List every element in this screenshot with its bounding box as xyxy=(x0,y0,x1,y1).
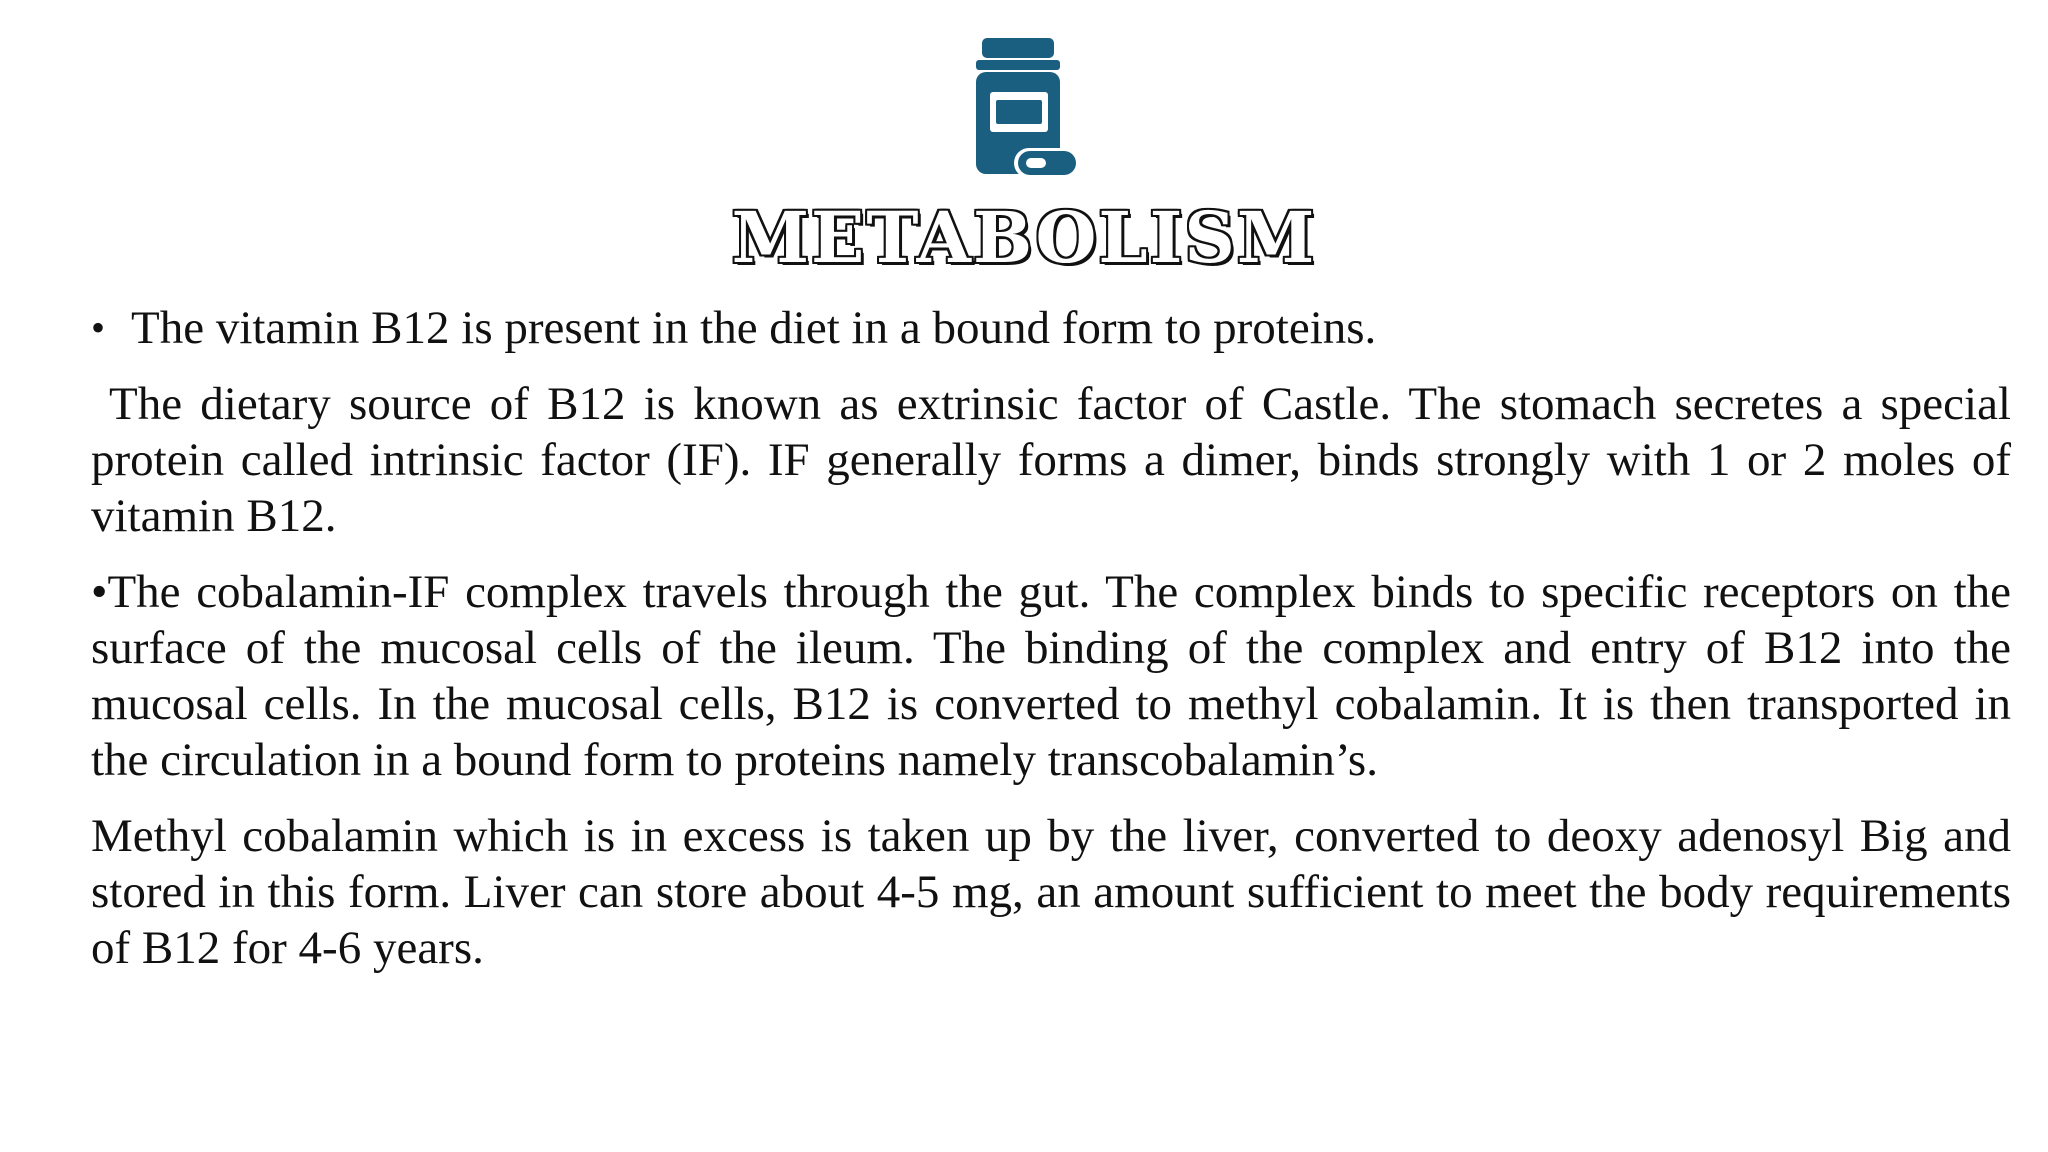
bullet-marker: • xyxy=(91,305,106,350)
medicine-bottle-icon xyxy=(972,34,1084,182)
paragraph: •The cobalamin-IF complex travels through the gut. The complex binds to specific receptors on the surface of the mucosal cells of the ileum. The binding of the complex and entry of B12 into the mucosal cells. In the mucosal cells, B12 is converted to methyl cobalamin. It is then transported in the circulation in a bound form to proteins namely transcobalamin’s. xyxy=(91,566,2011,786)
slide-body xyxy=(91,300,2011,996)
paragraph: The dietary source of B12 is known as extrinsic factor of Castle. The stomach secretes a special protein called intrinsic factor (IF). IF generally forms a dimer, binds strongly with 1 or 2 moles of vitamin B12. xyxy=(91,378,2011,542)
slide-title: METABOLISM xyxy=(731,196,1317,279)
paragraph xyxy=(91,300,2011,356)
paragraph-text: The vitamin B12 is present in the diet in a bound form to proteins. xyxy=(131,302,1377,354)
paragraph: Methyl cobalamin which is in excess is taken up by the liver, converted to deoxy adenosyl Big and stored in this form. Liver can store about 4-5 mg, an amount sufficient to meet the body requirements of B12 for 4-6 years. xyxy=(91,810,2011,974)
